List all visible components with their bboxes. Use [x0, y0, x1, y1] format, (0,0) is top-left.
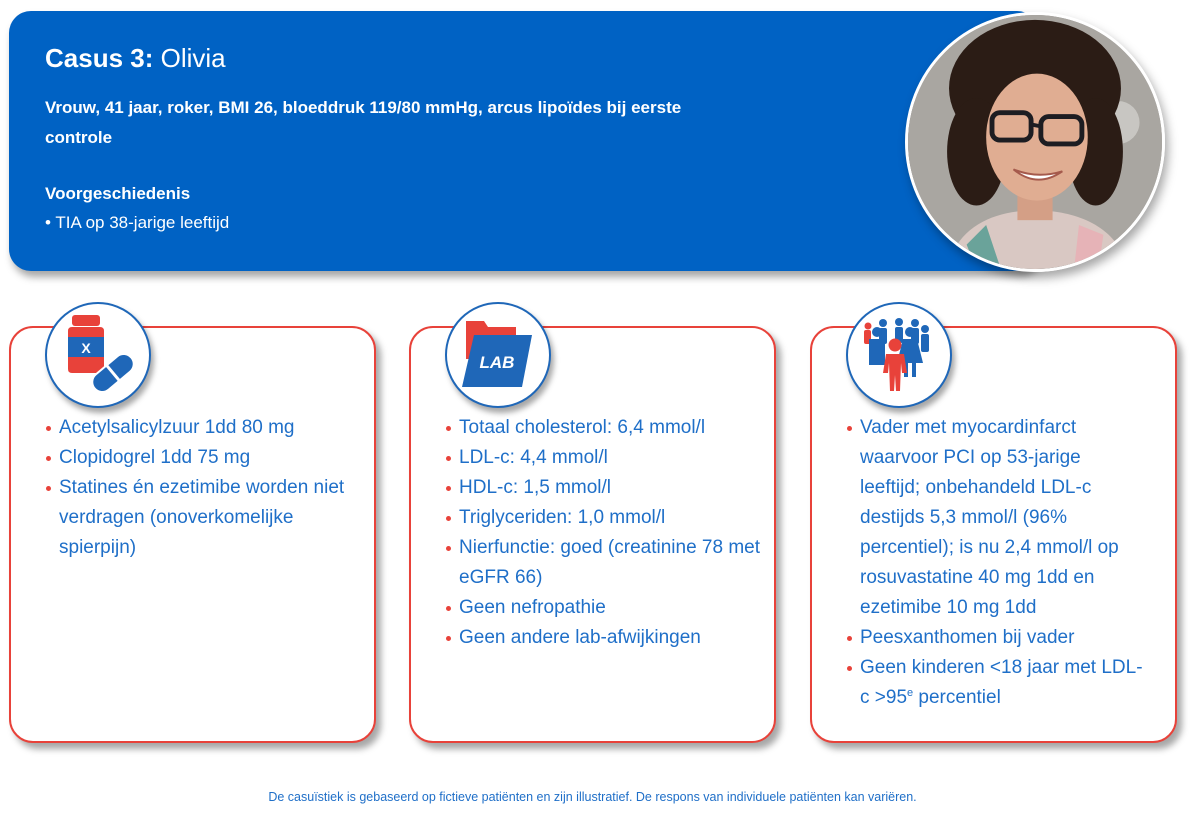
svg-text:X: X — [81, 340, 91, 356]
family-icon-badge — [846, 302, 952, 408]
case-number: Casus 3: — [45, 43, 154, 73]
list-item: Acetylsalicylzuur 1dd 80 mg — [45, 413, 355, 443]
lab-folder-icon — [458, 319, 538, 391]
list-item: Peesxanthomen bij vader — [846, 623, 1146, 653]
case-header-banner — [9, 11, 1039, 271]
list-item: Vader met myocardinfarct waarvoor PCI op 53-jarige leeftijd; onbehandeld LDL-c destijds 5,3 mmol/l (96% percentiel); is nu 2,4 mmol/l op rosuvastatine 40 mg 1dd en ezetimibe 10 mg 1dd — [846, 413, 1146, 623]
family-icon — [859, 315, 939, 395]
patient-description: Vrouw, 41 jaar, roker, BMI 26, bloeddruk 119/80 mmHg, arcus lipoïdes bij eerste controle — [45, 98, 682, 147]
list-item-text: Geen kinderen <18 jaar met LDL-c >95 — [860, 657, 1143, 708]
list-item: Triglyceriden: 1,0 mmol/l — [445, 503, 765, 533]
medication-list — [45, 413, 355, 563]
medication-icon-badge — [45, 302, 151, 408]
case-title — [45, 41, 226, 75]
superscript: e — [907, 687, 914, 699]
history-heading: Voorgeschiedenis — [45, 184, 191, 203]
list-item: Geen andere lab-afwijkingen — [445, 623, 765, 653]
lab-icon-badge — [445, 302, 551, 408]
medication-icon — [58, 313, 138, 397]
list-item: Geen nefropathie — [445, 593, 765, 623]
history-item: • TIA op 38-jarige leeftijd — [45, 213, 230, 232]
list-item: Statines én ezetimibe worden niet verdragen (onoverkomelijke spierpijn) — [45, 473, 355, 563]
family-history-list — [846, 413, 1146, 713]
list-item — [846, 653, 1146, 713]
patient-photo — [905, 12, 1165, 272]
list-item: Nierfunctie: goed (creatinine 78 met eGFR 66) — [445, 533, 765, 593]
list-item: Totaal cholesterol: 6,4 mmol/l — [445, 413, 765, 443]
patient-name: Olivia — [153, 43, 226, 73]
list-item: HDL-c: 1,5 mmol/l — [445, 473, 765, 503]
disclaimer-footer: De casuïstiek is gebaseerd op fictieve patiënten en zijn illustratief. De respons van individuele patiënten kan variëren. — [268, 790, 917, 804]
list-item: LDL-c: 4,4 mmol/l — [445, 443, 765, 473]
lab-results-list — [445, 413, 765, 653]
patient-portrait-icon — [908, 15, 1162, 269]
list-item-text: percentiel — [913, 687, 1001, 708]
list-item: Clopidogrel 1dd 75 mg — [45, 443, 355, 473]
svg-text:LAB: LAB — [479, 353, 515, 372]
